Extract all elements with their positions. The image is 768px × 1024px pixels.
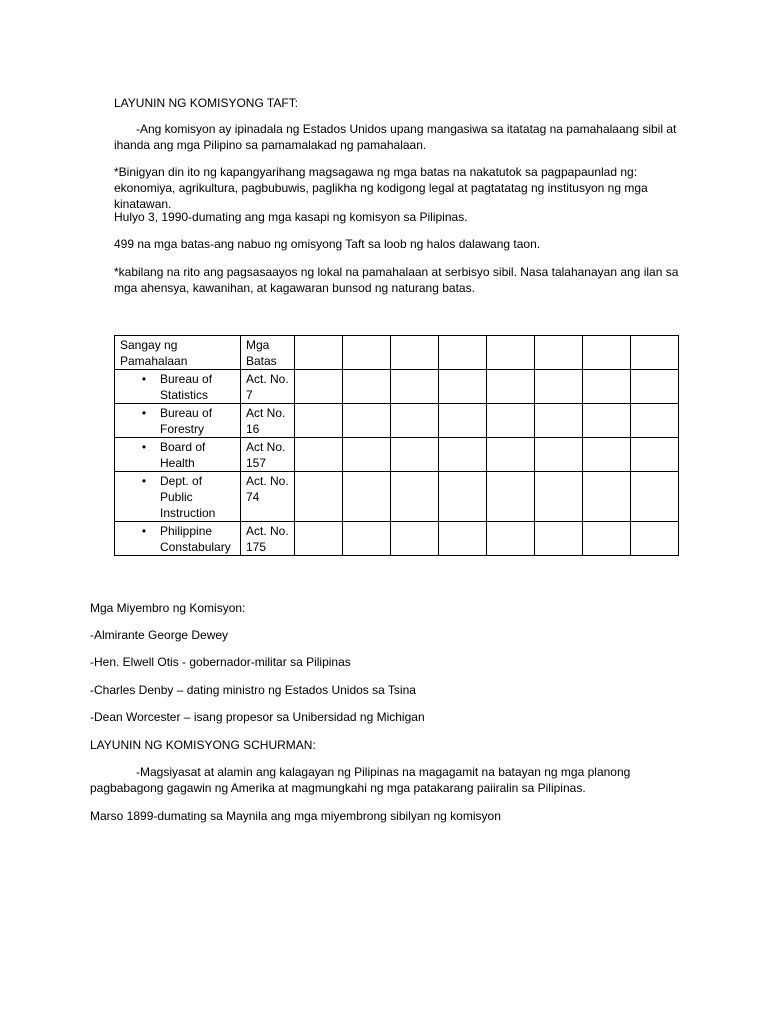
bullet-icon: • bbox=[141, 524, 147, 538]
empty-cell bbox=[391, 472, 439, 522]
empty-cell bbox=[487, 522, 535, 556]
schurman-paragraph-1: -Magsiyasat at alamin ang kalagayan ng Pilipinas na magagamit na batayan ng mga planong pagbabagong gagawin ng Amerika at magmungkahi ng mga patakarang paiiralin sa Pilipinas. bbox=[90, 765, 631, 795]
table-row bbox=[115, 472, 679, 522]
empty-cell bbox=[487, 438, 535, 472]
empty-cell bbox=[535, 522, 583, 556]
taft-paragraph-1: -Ang komisyon ay ipinadala ng Estados Unidos upang mangasiwa sa itatatag na pamahalaang sibil at ihanda ang mga Pilipino sa pamamalakad ng pamahalaan. bbox=[114, 122, 677, 152]
empty-cell bbox=[487, 404, 535, 438]
table-row bbox=[115, 404, 679, 438]
bullet-icon: • bbox=[141, 372, 147, 386]
empty-cell bbox=[343, 404, 391, 438]
empty-cell bbox=[631, 472, 679, 522]
member-item: -Dean Worcester – isang propesor sa Unibersidad ng Michigan bbox=[90, 710, 425, 724]
empty-cell bbox=[487, 370, 535, 404]
table-row bbox=[115, 370, 679, 404]
empty-cell bbox=[391, 336, 439, 370]
empty-cell bbox=[631, 336, 679, 370]
agency-name: Dept. of Public Instruction bbox=[160, 474, 216, 520]
empty-cell bbox=[295, 438, 343, 472]
header-cell-agency: Sangay ng Pamahalaan bbox=[115, 336, 241, 370]
empty-cell bbox=[439, 370, 487, 404]
bullet-icon: • bbox=[141, 406, 147, 420]
agency-cell bbox=[115, 472, 241, 522]
act-cell: Act. No. 74 bbox=[241, 472, 295, 522]
empty-cell bbox=[439, 472, 487, 522]
empty-cell bbox=[295, 404, 343, 438]
empty-cell bbox=[583, 472, 631, 522]
empty-cell bbox=[391, 404, 439, 438]
agency-name: Philippine Constabulary bbox=[160, 524, 231, 554]
empty-cell bbox=[583, 336, 631, 370]
empty-cell bbox=[535, 438, 583, 472]
agency-name: Board of Health bbox=[160, 440, 206, 470]
empty-cell bbox=[391, 438, 439, 472]
bullet-icon: • bbox=[141, 474, 147, 488]
empty-cell bbox=[343, 370, 391, 404]
schurman-heading: LAYUNIN NG KOMISYONG SCHURMAN: bbox=[90, 738, 316, 752]
empty-cell bbox=[295, 370, 343, 404]
empty-cell bbox=[583, 370, 631, 404]
empty-cell bbox=[583, 522, 631, 556]
empty-cell bbox=[583, 404, 631, 438]
taft-paragraph-3: Hulyo 3, 1990-dumating ang mga kasapi ng komisyon sa Pilipinas. bbox=[114, 210, 468, 224]
taft-paragraph-4: 499 na mga batas-ang nabuo ng omisyong Taft sa loob ng halos dalawang taon. bbox=[114, 237, 541, 251]
empty-cell bbox=[535, 370, 583, 404]
empty-cell bbox=[583, 438, 631, 472]
act-cell: Act. No. 175 bbox=[241, 522, 295, 556]
schurman-paragraph-2: Marso 1899-dumating sa Maynila ang mga miyembrong sibilyan ng komisyon bbox=[90, 809, 501, 823]
empty-cell bbox=[439, 438, 487, 472]
bullet-icon: • bbox=[141, 440, 147, 454]
act-cell: Act No. 157 bbox=[241, 438, 295, 472]
empty-cell bbox=[631, 404, 679, 438]
taft-paragraph-2: *Binigyan din ito ng kapangyarihang magsagawa ng mga batas na nakatutok sa pagpapaunlad ng: ekonomiya, agrikultura, pagbubuwis, paglikha ng kodigong legal at pagtatatag ng institusyon ng mga kinatawan. bbox=[114, 165, 648, 211]
empty-cell bbox=[439, 522, 487, 556]
agencies-table bbox=[114, 335, 679, 556]
empty-cell bbox=[631, 370, 679, 404]
empty-cell bbox=[343, 336, 391, 370]
empty-cell bbox=[391, 370, 439, 404]
header-cell-acts: Mga Batas bbox=[241, 336, 295, 370]
act-cell: Act No. 16 bbox=[241, 404, 295, 438]
member-item: -Almirante George Dewey bbox=[90, 628, 229, 642]
taft-heading: LAYUNIN NG KOMISYONG TAFT: bbox=[114, 96, 299, 110]
empty-cell bbox=[535, 404, 583, 438]
table-row bbox=[115, 438, 679, 472]
empty-cell bbox=[439, 336, 487, 370]
member-item: -Hen. Elwell Otis - gobernador-militar sa Pilipinas bbox=[90, 655, 351, 669]
agency-cell bbox=[115, 404, 241, 438]
empty-cell bbox=[295, 336, 343, 370]
agency-cell bbox=[115, 370, 241, 404]
act-cell: Act. No. 7 bbox=[241, 370, 295, 404]
empty-cell bbox=[295, 522, 343, 556]
table-row bbox=[115, 522, 679, 556]
empty-cell bbox=[295, 472, 343, 522]
empty-cell bbox=[631, 438, 679, 472]
empty-cell bbox=[535, 472, 583, 522]
agency-cell bbox=[115, 438, 241, 472]
empty-cell bbox=[487, 472, 535, 522]
empty-cell bbox=[439, 404, 487, 438]
empty-cell bbox=[343, 472, 391, 522]
empty-cell bbox=[391, 522, 439, 556]
empty-cell bbox=[487, 336, 535, 370]
agency-name: Bureau of Statistics bbox=[160, 372, 213, 402]
empty-cell bbox=[535, 336, 583, 370]
taft-paragraph-5: *kabilang na rito ang pagsasaayos ng lokal na pamahalaan at serbisyo sibil. Nasa talahanayan ang ilan sa mga ahensya, kawanihan, at kagawaran bunsod ng naturang batas. bbox=[114, 265, 679, 295]
empty-cell bbox=[343, 438, 391, 472]
member-item: -Charles Denby – dating ministro ng Estados Unidos sa Tsina bbox=[90, 683, 416, 697]
agency-name: Bureau of Forestry bbox=[160, 406, 213, 436]
table-header-row bbox=[115, 336, 679, 370]
empty-cell bbox=[631, 522, 679, 556]
empty-cell bbox=[343, 522, 391, 556]
agency-cell bbox=[115, 522, 241, 556]
members-heading: Mga Miyembro ng Komisyon: bbox=[90, 601, 246, 615]
